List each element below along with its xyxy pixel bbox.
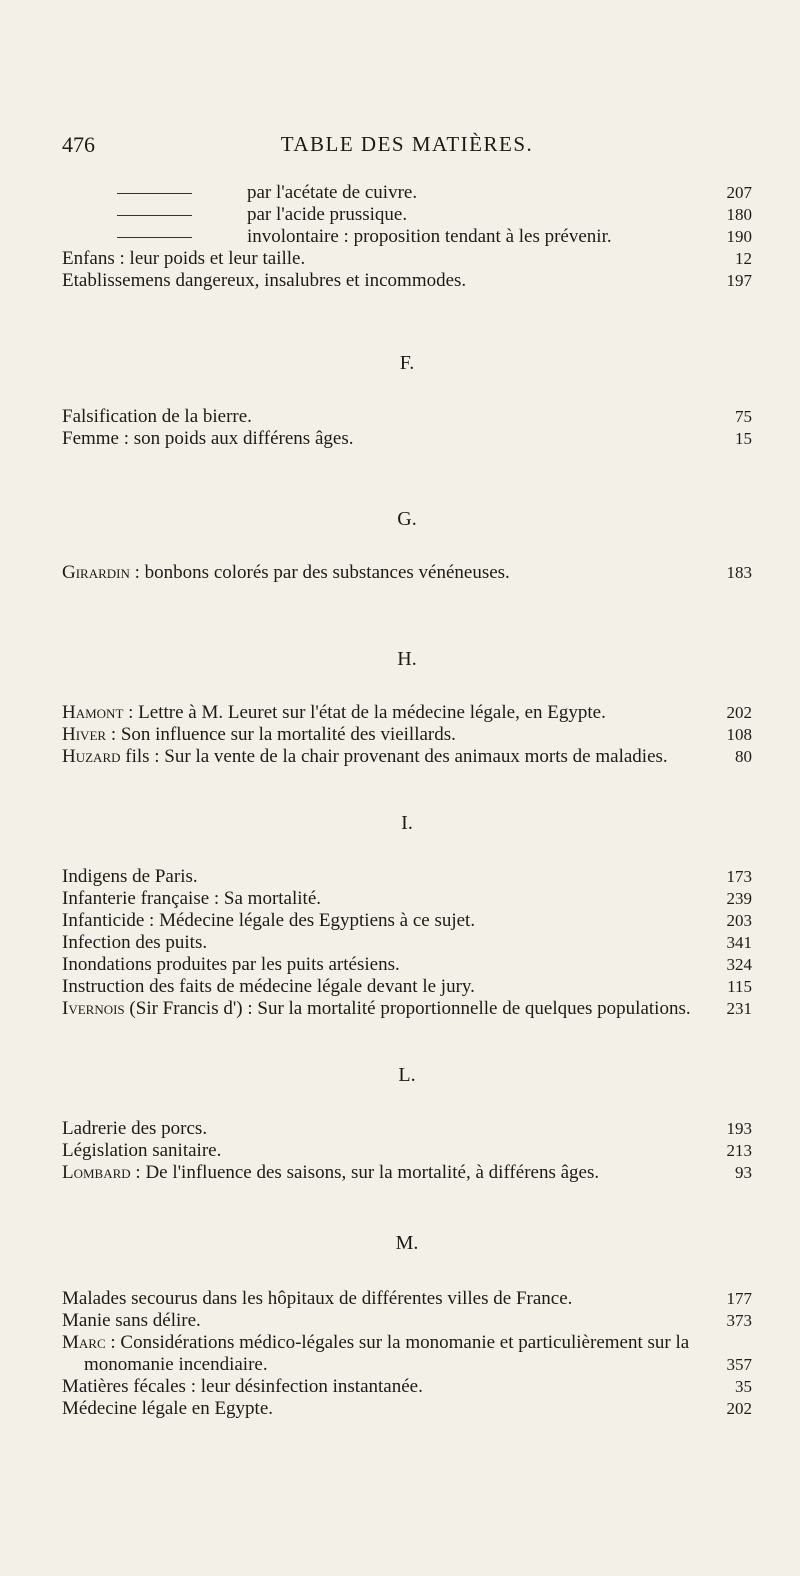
entry-page: 231	[726, 999, 752, 1018]
entry-text: Femme : son poids aux différens âges.	[62, 428, 354, 449]
index-entry	[62, 1376, 752, 1398]
entry-text: Infanterie française : Sa mortalité.	[62, 888, 322, 909]
entry-page: 115	[727, 977, 752, 996]
entry-text: Indigens de Paris.	[62, 866, 198, 887]
index-entry	[62, 746, 752, 768]
entry-text: Manie sans délire.	[62, 1310, 201, 1331]
entry-page: 12	[735, 249, 752, 268]
entry-page: 93	[735, 1163, 752, 1182]
author-name: Ivernois	[62, 998, 125, 1019]
entry-page: 357	[726, 1355, 752, 1374]
section-letter-i: I.	[401, 812, 413, 834]
author-name: Hamont	[62, 702, 124, 723]
index-entry	[62, 998, 752, 1020]
entry-text	[62, 702, 752, 724]
ditto-dash	[117, 193, 192, 194]
index-entry	[62, 562, 752, 584]
index-entry	[62, 204, 752, 226]
entry-desc: : bonbons colorés par des substances vénéneuses.	[129, 562, 510, 583]
index-entry	[62, 888, 752, 910]
entry-page: 183	[726, 563, 752, 582]
index-entry	[62, 1398, 752, 1420]
entry-text: Malades secourus dans les hôpitaux de différentes villes de France.	[62, 1288, 573, 1309]
entry-page: 373	[726, 1311, 752, 1330]
index-entry	[62, 428, 752, 450]
section-letter-g: G.	[397, 508, 417, 530]
page-header	[62, 132, 752, 162]
entry-page: 180	[726, 205, 752, 224]
entry-text	[62, 1162, 752, 1184]
index-entry	[62, 954, 752, 976]
entry-page: 213	[726, 1141, 752, 1160]
entry-page: 35	[735, 1377, 752, 1396]
entry-text: Inondations produites par les puits artésiens.	[62, 954, 400, 975]
author-name: Girardin	[62, 562, 130, 583]
entry-text	[62, 746, 752, 768]
section-letter-m: M.	[395, 1232, 419, 1254]
section-letter-l: L.	[398, 1064, 416, 1086]
entry-page: 75	[735, 407, 752, 426]
entry-text	[62, 1332, 752, 1376]
entry-text	[62, 724, 752, 746]
index-entry	[62, 226, 752, 248]
index-entry	[62, 932, 752, 954]
entry-page: 202	[726, 1399, 752, 1418]
entry-text: Médecine légale en Egypte.	[62, 1398, 274, 1419]
index-entry	[62, 248, 752, 270]
author-name: Marc	[62, 1332, 106, 1353]
entry-text: Enfans : leur poids et leur taille.	[62, 248, 306, 269]
author-name: Lombard	[62, 1162, 131, 1183]
entry-desc: : Considérations médico-légales sur la monomanie et particulièrement sur la monomanie incendiaire.	[84, 1332, 690, 1375]
index-entry	[62, 1310, 752, 1332]
index-entry	[62, 182, 752, 204]
section-letter-h: H.	[397, 648, 417, 670]
entry-desc: : De l'influence des saisons, sur la mortalité, à différens âges.	[130, 1162, 600, 1183]
index-content	[62, 182, 752, 1420]
entry-page: 202	[726, 703, 752, 722]
index-entry	[62, 1118, 752, 1140]
index-entry	[62, 724, 752, 746]
entry-text	[62, 998, 752, 1020]
index-entry	[62, 270, 752, 292]
entry-text: Ladrerie des porcs.	[62, 1118, 208, 1139]
ditto-dash	[117, 215, 192, 216]
entry-text: Infanticide : Médecine légale des Egyptiens à ce sujet.	[62, 910, 476, 931]
entry-page: 15	[735, 429, 752, 448]
index-entry	[62, 702, 752, 724]
index-entry	[62, 1140, 752, 1162]
entry-text: Instruction des faits de médecine légale devant le jury.	[62, 976, 475, 997]
entry-text: Matières fécales : leur désinfection instantanée.	[62, 1376, 423, 1397]
author-name: Hiver	[62, 724, 107, 745]
entry-text: par l'acide prussique.	[247, 204, 408, 225]
page-number: 476	[62, 132, 95, 157]
entry-page: 173	[726, 867, 752, 886]
author-name: Huzard	[62, 746, 121, 767]
index-entry	[62, 910, 752, 932]
entry-desc: : Son influence sur la mortalité des vieillards.	[106, 724, 456, 745]
index-entry	[62, 866, 752, 888]
entry-text: Législation sanitaire.	[62, 1140, 222, 1161]
index-entry	[62, 1288, 752, 1310]
entry-page: 193	[726, 1119, 752, 1138]
entry-page: 108	[726, 725, 752, 744]
entry-text	[62, 562, 752, 584]
index-entry	[62, 1162, 752, 1184]
entry-text: par l'acétate de cuivre.	[247, 182, 418, 203]
entry-page: 80	[735, 747, 752, 766]
entry-desc: fils : Sur la vente de la chair provenant des animaux morts de maladies.	[120, 746, 668, 767]
index-entry	[62, 406, 752, 428]
entry-text: Etablissemens dangereux, insalubres et incommodes.	[62, 270, 467, 291]
page-title: TABLE DES MATIÈRES.	[280, 132, 534, 156]
entry-desc: : Lettre à M. Leuret sur l'état de la médecine légale, en Egypte.	[123, 702, 606, 723]
entry-text: Falsification de la bierre.	[62, 406, 252, 427]
entry-page: 324	[726, 955, 752, 974]
ditto-dash	[117, 237, 192, 238]
entry-page: 207	[726, 183, 752, 202]
entry-page: 239	[726, 889, 752, 908]
index-entry	[62, 976, 752, 998]
entry-desc: (Sir Francis d') : Sur la mortalité proportionnelle de quelques populations.	[124, 998, 691, 1019]
entry-page: 341	[726, 933, 752, 952]
index-entry	[62, 1332, 752, 1376]
entry-page: 177	[726, 1289, 752, 1308]
entry-page: 190	[726, 227, 752, 246]
entry-text: Infection des puits.	[62, 932, 208, 953]
entry-page: 203	[726, 911, 752, 930]
entry-text: involontaire : proposition tendant à les prévenir.	[247, 226, 612, 247]
section-letter-f: F.	[399, 352, 415, 374]
entry-page: 197	[726, 271, 752, 290]
